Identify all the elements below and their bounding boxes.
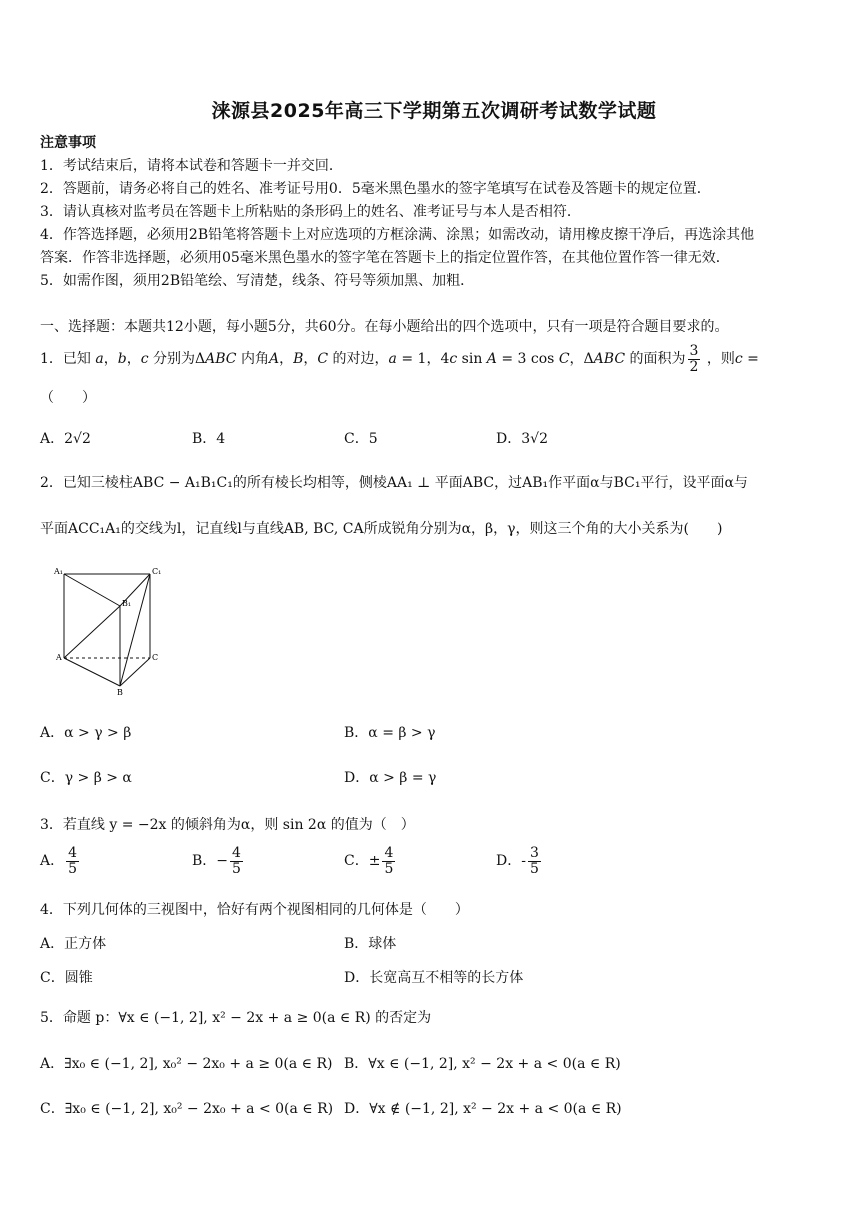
notice-item: 3．请认真核对监考员在答题卡上所粘贴的条形码上的姓名、准考证号与本人是否相符．: [40, 204, 581, 220]
label-a: A: [56, 653, 62, 662]
label-a1: A₁: [54, 567, 63, 576]
section-heading: 一、选择题：本题共12小题，每小题5分，共60分。在每小题给出的四个选项中，只有一项是符合题目要求的。: [40, 319, 729, 335]
page-title: 涞源县2025年高三下学期第五次调研考试数学试题: [211, 100, 657, 122]
q3-option-d[interactable]: D．- $\frac{3}{5}$: [496, 845, 539, 877]
q2-option-c[interactable]: C．γ > β > α: [40, 770, 132, 786]
notice-item: 1．考试结束后，请将本试卷和答题卡一并交回．: [40, 158, 343, 174]
notice-item: 5．如需作图，须用2B铅笔绘、写清楚，线条、符号等须加黑、加粗．: [40, 273, 475, 289]
label-b1: B₁: [122, 599, 132, 608]
question-4: 4．下列几何体的三视图中，恰好有两个视图相同的几何体是（ ）: [40, 902, 469, 918]
q4-option-b[interactable]: B．球体: [344, 936, 397, 952]
question-5: 5．命题 p：∀x ∈ (−1, 2], x² − 2x + a ≥ 0(a ∈ R) 的否定为: [40, 1010, 432, 1026]
label-c1: C₁: [152, 567, 162, 576]
question-3: 3．若直线 y = −2x 的倾斜角为α，则 sin 2α 的值为（ ）: [40, 817, 415, 833]
question-2-line1: 2．已知三棱柱ABC − A₁B₁C₁的所有棱长均相等，侧棱AA₁ ⊥ 平面ABC，过AB₁作平面α与BC₁平行，设平面α与: [40, 475, 748, 491]
q1-option-a[interactable]: A．2√2: [40, 431, 91, 447]
question-1: 1．已知 a，b，c 分别为ΔABC 内角A，B，C 的对边，a = 1，4c sin A = 3 cos C，ΔABC 的面积为 $\frac{3}{2}$ ，则c =: [40, 343, 759, 375]
notice-item: 4．作答选择题，必须用2B铅笔将答题卡上对应选项的方框涂满、涂黑；如需改动，请用橡皮擦干净后，再选涂其他: [40, 227, 755, 243]
q2-option-d[interactable]: D．α > β = γ: [344, 770, 437, 786]
q1-option-d[interactable]: D．3√2: [496, 431, 548, 447]
q3-option-a[interactable]: A． $\frac{4}{5}$: [40, 845, 78, 877]
notice-item: 2．答题前，请务必将自己的姓名、准考证号用0．5毫米黑色墨水的签字笔填写在试卷及答题卡的规定位置．: [40, 181, 711, 197]
question-2-line2: 平面ACC₁A₁的交线为l，记直线l与直线AB, BC, CA所成锐角分别为α，β，γ，则这三个角的大小关系为( ): [40, 521, 723, 537]
q5-option-b[interactable]: B．∀x ∈ (−1, 2], x² − 2x + a < 0(a ∈ R): [344, 1056, 621, 1072]
q5-option-d[interactable]: D．∀x ∉ (−1, 2], x² − 2x + a < 0(a ∈ R): [344, 1101, 622, 1117]
q5-option-a[interactable]: A．∃x₀ ∈ (−1, 2], x₀² − 2x₀ + a ≥ 0(a ∈ R): [40, 1056, 333, 1072]
q3-option-c[interactable]: C．± $\frac{4}{5}$: [344, 845, 394, 877]
prism-figure: [52, 562, 172, 702]
q1-paren: （ ）: [40, 390, 96, 406]
notice-heading: 注意事项: [40, 135, 96, 151]
label-b: B: [117, 688, 123, 697]
q4-option-a[interactable]: A．正方体: [40, 936, 107, 952]
q1-text: 1．已知: [40, 351, 91, 368]
q4-option-c[interactable]: C．圆锥: [40, 970, 93, 986]
q4-option-d[interactable]: D．长宽高互不相等的长方体: [344, 970, 524, 986]
q2-option-b[interactable]: B．α = β > γ: [344, 725, 436, 741]
q5-option-c[interactable]: C．∃x₀ ∈ (−1, 2], x₀² − 2x₀ + a < 0(a ∈ R): [40, 1101, 334, 1117]
q1-option-c[interactable]: C．5: [344, 431, 378, 447]
q3-option-b[interactable]: B．− $\frac{4}{5}$: [192, 845, 241, 877]
q2-option-a[interactable]: A．α > γ > β: [40, 725, 132, 741]
notice-item: 答案．作答非选择题，必须用05毫米黑色墨水的签字笔在答题卡上的指定位置作答，在其他位置作答一律无效．: [40, 250, 730, 266]
label-c: C: [152, 653, 159, 662]
q1-option-b[interactable]: B．4: [192, 431, 226, 447]
